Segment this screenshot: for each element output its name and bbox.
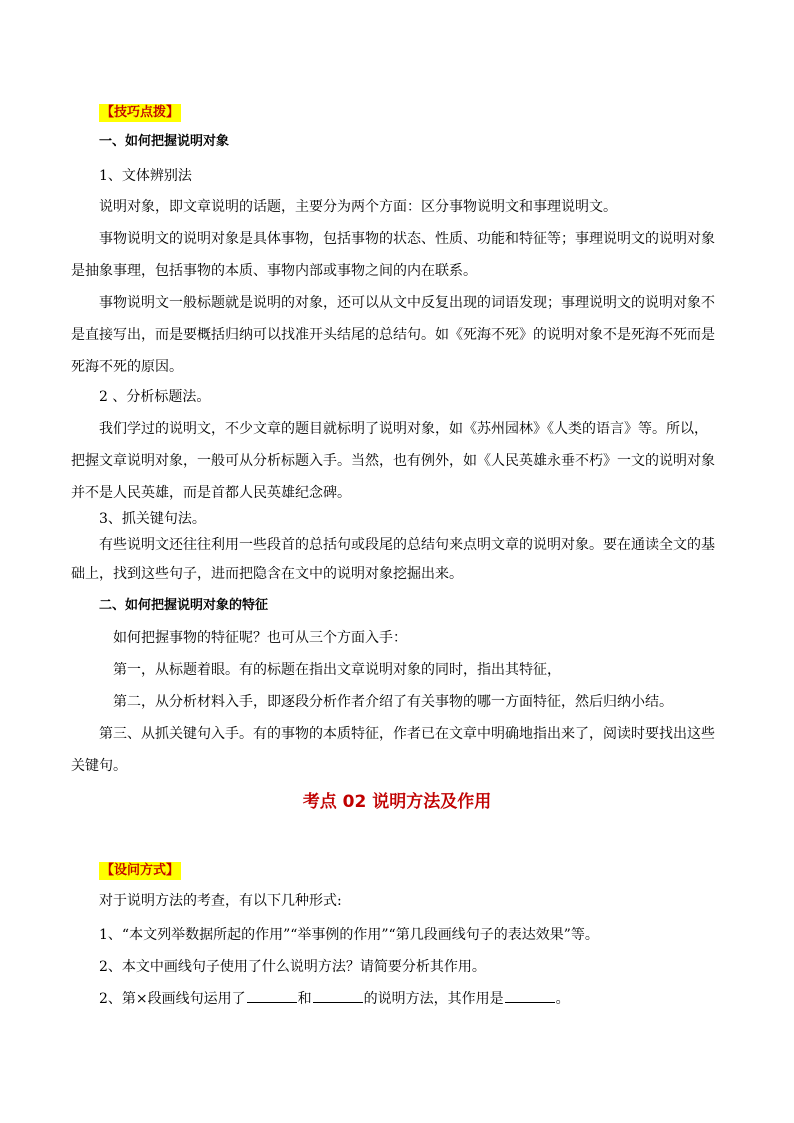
q3-part-b: 和 xyxy=(297,991,312,1007)
exam-point-heading: 考点 02 说明方法及作用 xyxy=(302,792,492,812)
answer-blank[interactable] xyxy=(313,988,363,1003)
paragraph-4c: 并不是人民英雄，而是首都人民英雄纪念碑。 xyxy=(71,485,351,501)
paragraph-6: 如何把握事物的特征呢？也可从三个方面入手： xyxy=(113,630,407,646)
answer-blank[interactable] xyxy=(505,988,555,1003)
tag-question-format xyxy=(99,860,181,880)
paragraph-9b: 关键句。 xyxy=(71,758,127,774)
section-heading-1: 一、如何把握说明对象 xyxy=(99,134,230,149)
tag-label: 【技巧点拨】 xyxy=(101,105,180,120)
answer-blank[interactable] xyxy=(247,988,297,1003)
method-3: 3、抓关键句法。 xyxy=(99,511,206,527)
q3-part-a: 2、第×段画线句运用了 xyxy=(99,991,246,1007)
paragraph-4a: 我们学过的说明文，不少文章的题目就标明了说明对象，如《苏州园林》《人类的语言》等。所以， xyxy=(99,421,708,437)
method-2: 2 、分析标题法。 xyxy=(99,389,211,405)
paragraph-4b: 把握文章说明对象，一般可从分析标题入手。当然，也有例外，如《人民英雄永垂不朽》一文的说明对象 xyxy=(71,453,715,469)
question-form-2: 2、本文中画线句子使用了什么说明方法？请简要分析其作用。 xyxy=(99,959,486,975)
tag-label: 【设问方式】 xyxy=(101,863,180,878)
paragraph-2b: 是抽象事理，包括事物的本质、事物内部或事物之间的内在联系。 xyxy=(71,263,477,279)
paragraph-3b: 是直接写出，而是要概括归纳可以找准开头结尾的总结句。如《死海不死》的说明对象不是死海不死而是 xyxy=(71,327,715,343)
paragraph-9a: 第三、从抓关键句入手。有的事物的本质特征，作者已在文章中明确地指出来了，阅读时要找出这些 xyxy=(99,726,715,742)
paragraph-2a: 事物说明文的说明对象是具体事物，包括事物的状态、性质、功能和特征等；事理说明文的说明对象 xyxy=(99,231,715,247)
question-form-1: 1、“本文列举数据所起的作用”“举事例的作用”“第几段画线句子的表达效果”等。 xyxy=(99,927,599,943)
question-form-3 xyxy=(99,988,570,1009)
paragraph-7: 第一，从标题着眼。有的标题在指出文章说明对象的同时，指出其特征， xyxy=(113,662,561,678)
section-heading-2: 二、如何把握说明对象的特征 xyxy=(99,598,269,613)
question-intro: 对于说明方法的考查，有以下几种形式: xyxy=(99,893,342,909)
tag-technique xyxy=(99,102,181,122)
paragraph-8: 第二，从分析材料入手，即逐段分析作者介绍了有关事物的哪一方面特征，然后归纳小结。 xyxy=(113,694,673,710)
paragraph-5b: 础上，找到这些句子，进而把隐含在文中的说明对象挖掘出来。 xyxy=(71,566,463,582)
paragraph-3c: 死海不死的原因。 xyxy=(71,359,183,375)
paragraph-1: 说明对象，即文章说明的话题，主要分为两个方面：区分事物说明文和事理说明文。 xyxy=(99,199,617,215)
q3-part-d: 。 xyxy=(555,991,570,1007)
paragraph-3a: 事物说明文一般标题就是说明的对象，还可以从文中反复出现的词语发现；事理说明文的说明对象不 xyxy=(99,295,715,311)
method-1: 1、文体辨别法 xyxy=(99,168,192,184)
paragraph-5a: 有些说明文还往往利用一些段首的总括句或段尾的总结句来点明文章的说明对象。要在通读全文的基 xyxy=(99,537,715,553)
q3-part-c: 的说明方法，其作用是 xyxy=(363,991,504,1007)
